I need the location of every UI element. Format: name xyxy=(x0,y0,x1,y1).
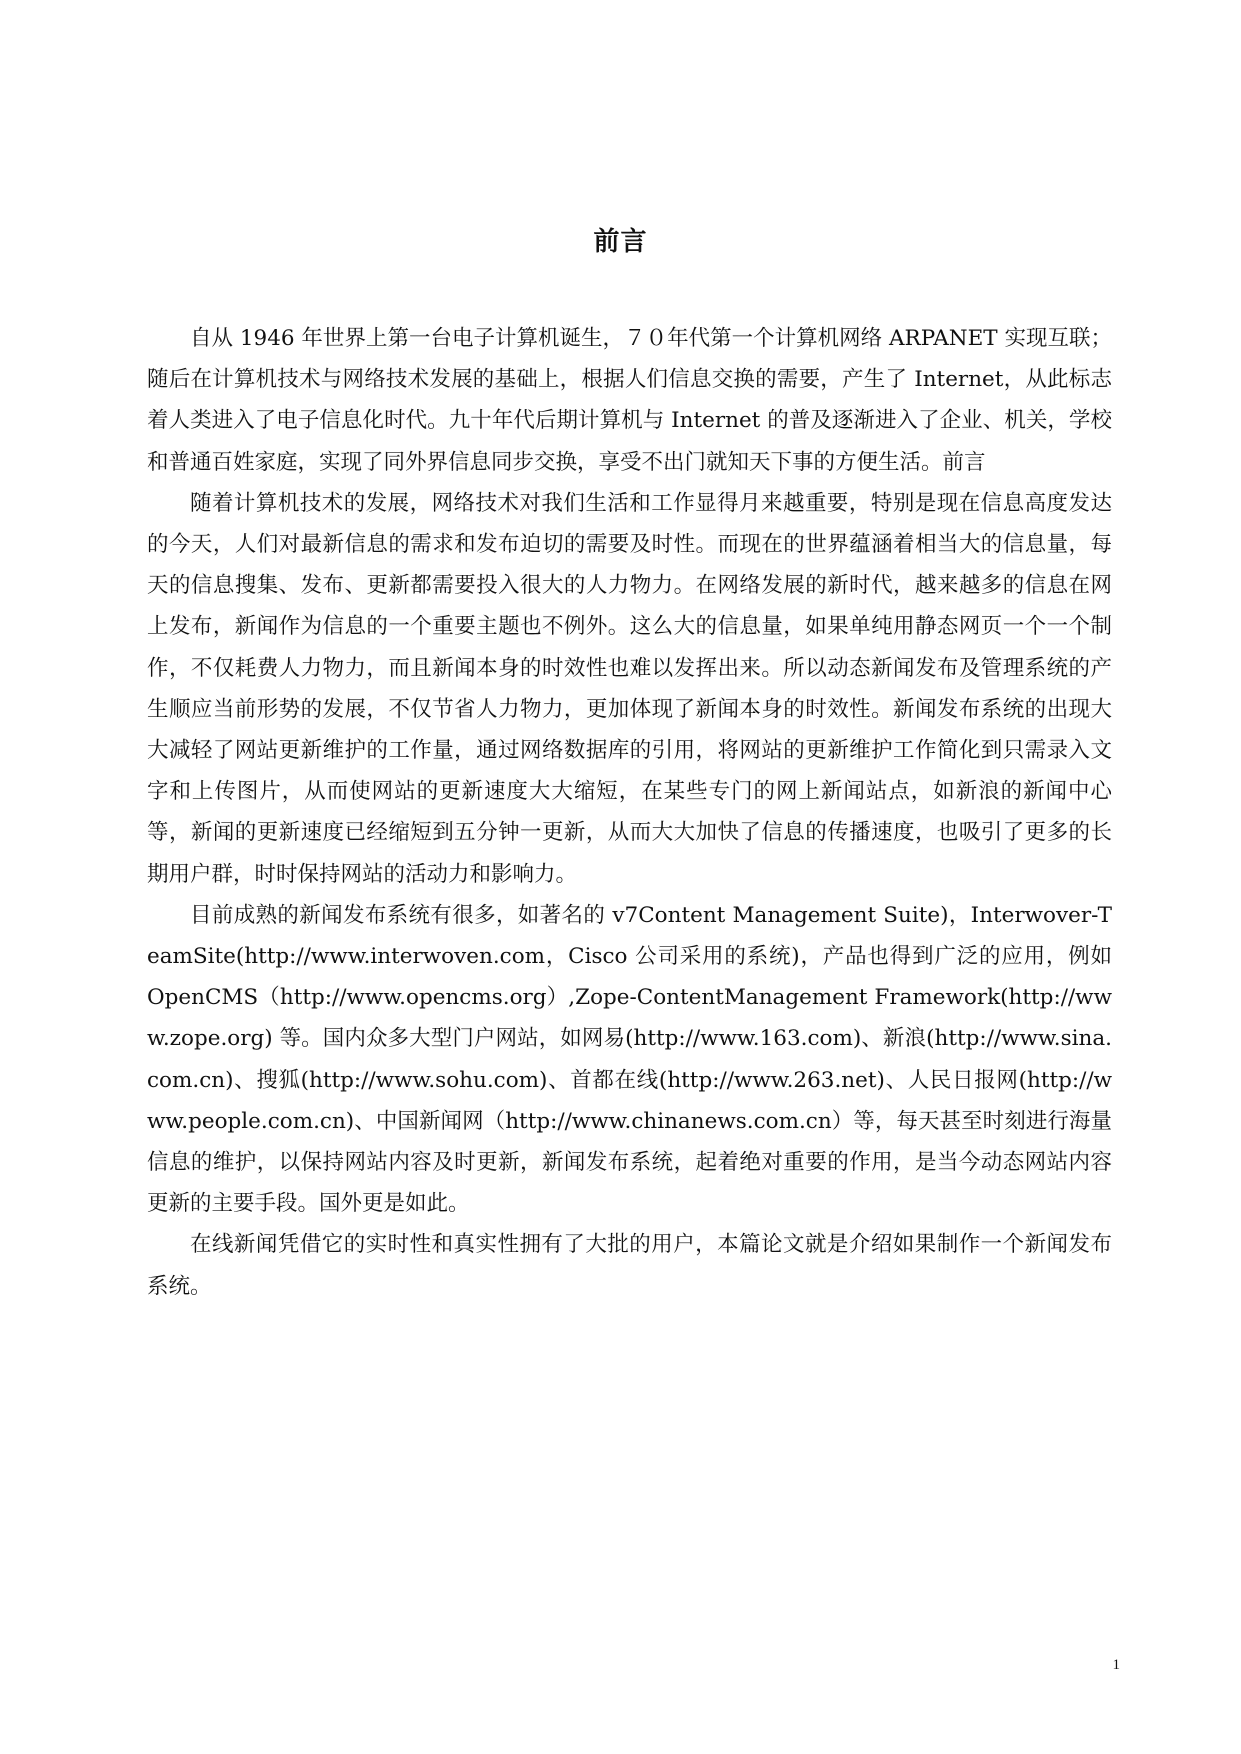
paragraph-3: 目前成熟的新闻发布系统有很多，如著名的 v7Content Management Suite)，Interwover-TeamSite(http://www.interwoven.com，Cisco 公司采用的系统)，产品也得到广泛的应用，例如 OpenCMS（http://www.opencms.org）,Zope-ContentManagement Framework(http://www.zope.org) 等。国内众多大型门户网站，如网易(http://www.163.com)、新浪(http://www.sina.com.cn)、搜狐(http://www.sohu.com)、首都在线(http://www.263.net)、人民日报网(http://www.people.com.cn)、中国新闻网（http://www.chinanews.com.cn）等，每天甚至时刻进行海量信息的维护，以保持网站内容及时更新，新闻发布系统，起着绝对重要的作用，是当今动态网站内容更新的主要手段。国外更是如此。 xyxy=(147,902,1112,1217)
paragraph-1: 自从 1946 年世界上第一台电子计算机诞生，７０年代第一个计算机网络 ARPANET 实现互联；随后在计算机技术与网络技术发展的基础上，根据人们信息交换的需要，产生了 Internet，从此标志着人类进入了电子信息化时代。九十年代后期计算机与 Internet 的普及逐渐进入了企业、机关，学校和普通百姓家庭，实现了同外界信息同步交换，享受不出门就知天下事的方便生活。前言 xyxy=(147,326,1112,475)
body-text xyxy=(147,318,1112,1307)
page-title: 前言 xyxy=(593,227,648,257)
paragraph-2: 随着计算机技术的发展，网络技术对我们生活和工作显得月来越重要，特别是现在信息高度发达的今天，人们对最新信息的需求和发布迫切的需要及时性。而现在的世界蕴涵着相当大的信息量，每天的信息搜集、发布、更新都需要投入很大的人力物力。在网络发展的新时代，越来越多的信息在网上发布，新闻作为信息的一个重要主题也不例外。这么大的信息量，如果单纯用静态网页一个一个制作，不仅耗费人力物力，而且新闻本身的时效性也难以发挥出来。所以动态新闻发布及管理系统的产生顺应当前形势的发展，不仅节省人力物力，更加体现了新闻本身的时效性。新闻发布系统的出现大大减轻了网站更新维护的工作量，通过网络数据库的引用，将网站的更新维护工作简化到只需录入文字和上传图片，从而使网站的更新速度大大缩短，在某些专门的网上新闻站点，如新浪的新闻中心等，新闻的更新速度已经缩短到五分钟一更新，从而大大加快了信息的传播速度，也吸引了更多的长期用户群，时时保持网站的活动力和影响力。 xyxy=(147,490,1112,887)
page-number: 1 xyxy=(1112,1657,1120,1673)
paragraph-4: 在线新闻凭借它的实时性和真实性拥有了大批的用户，本篇论文就是介绍如果制作一个新闻发布系统。 xyxy=(147,1232,1112,1299)
